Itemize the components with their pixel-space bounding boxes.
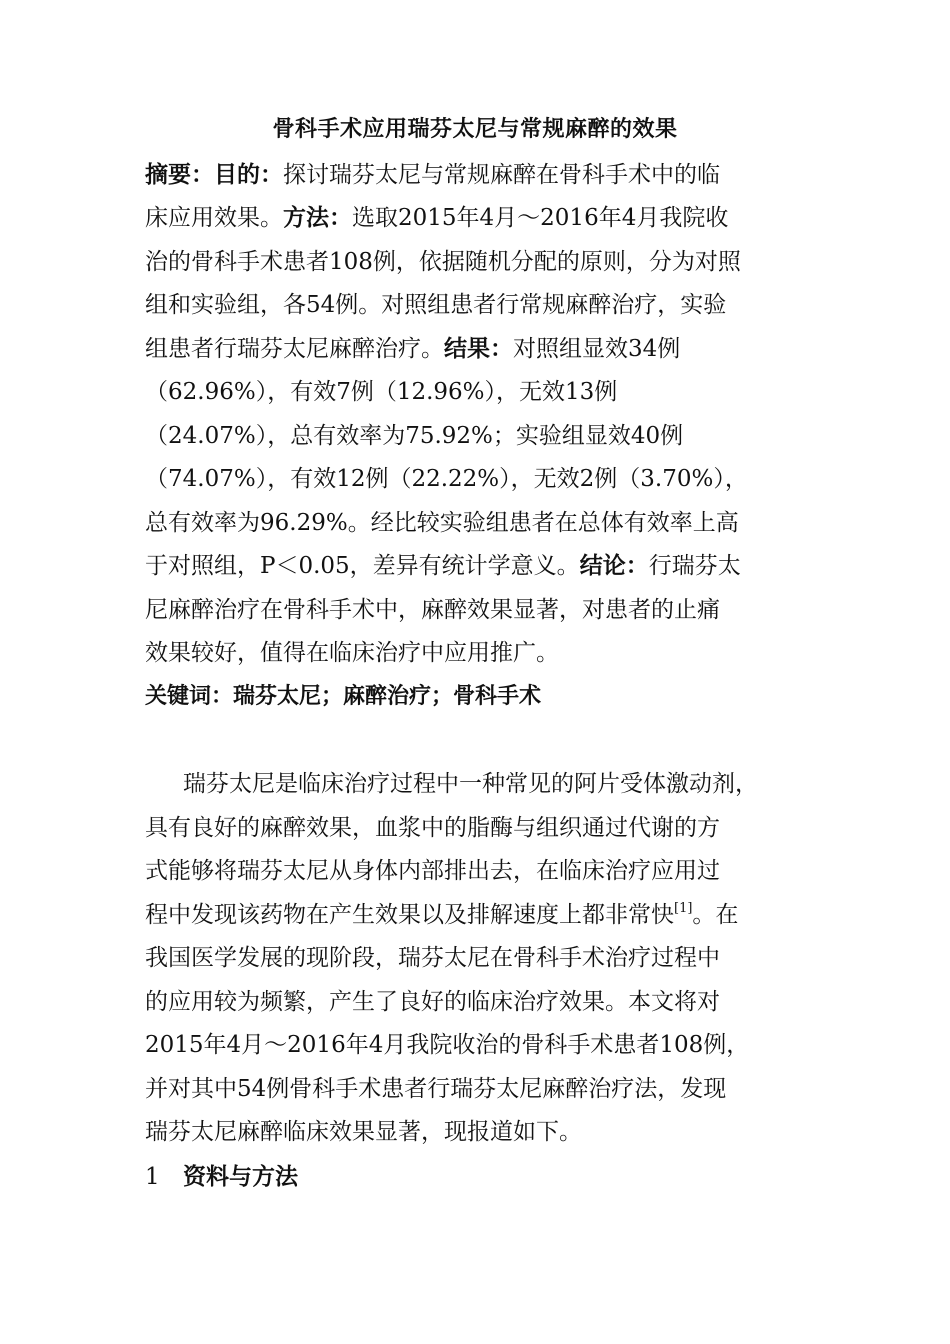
body-line-7: 2015年4月～2016年4月我院收治的骨科手术患者108例， — [145, 1032, 750, 1058]
body-line-1: 瑞芬太尼是临床治疗过程中一种常见的阿片受体激动剂， — [183, 771, 758, 797]
section-number: 1 — [145, 1164, 160, 1190]
objective-text-cont: 床应用效果。 — [145, 205, 283, 231]
abstract-line-10 — [145, 548, 825, 584]
abstract-line-12: 效果较好，值得在临床治疗中应用推广。 — [145, 640, 559, 666]
body-line-4-text: 程中发现该药物在产生效果以及排解速度上都非常快 — [145, 902, 674, 928]
abstract-line-9: 总有效率为96.29%。经比较实验组患者在总体有效率上高 — [145, 510, 739, 536]
result-label: 结果： — [444, 336, 513, 362]
body-line-2: 具有良好的麻醉效果，血浆中的脂酶与组织通过代谢的方 — [145, 815, 720, 841]
objective-text: 探讨瑞芬太尼与常规麻醉在骨科手术中的临 — [283, 162, 720, 188]
body-line-4-tail: 。在 — [692, 902, 739, 928]
method-label: 方法： — [283, 205, 352, 231]
body-line-4 — [145, 897, 825, 933]
citation-ref: [1] — [674, 901, 693, 916]
abstract-line-6: （62.96%），有效7例（12.96%），无效13例 — [145, 379, 618, 405]
body-line-3: 式能够将瑞芬太尼从身体内部排出去，在临床治疗应用过 — [145, 858, 720, 884]
section-title: 资料与方法 — [183, 1164, 298, 1190]
method-text-cont: 组患者行瑞芬太尼麻醉治疗。 — [145, 336, 444, 362]
body-line-9: 瑞芬太尼麻醉临床效果显著，现报道如下。 — [145, 1119, 582, 1145]
conclusion-label: 结论： — [579, 553, 649, 579]
objective-label: 目的： — [214, 162, 283, 188]
abstract-line-4: 组和实验组，各54例。对照组患者行常规麻醉治疗，实验 — [145, 292, 727, 318]
body-line-5: 我国医学发展的现阶段，瑞芬太尼在骨科手术治疗过程中 — [145, 945, 720, 971]
abstract-line-11: 尼麻醉治疗在骨科手术中，麻醉效果显著，对患者的止痛 — [145, 597, 720, 623]
result-text: 对照组显效34例 — [513, 336, 681, 362]
abstract-line-3: 治的骨科手术患者108例，依据随机分配的原则，分为对照 — [145, 249, 741, 275]
body-line-6: 的应用较为频繁，产生了良好的临床治疗效果。本文将对 — [145, 989, 720, 1015]
abstract-line-5 — [145, 331, 825, 367]
abstract-line-1 — [145, 157, 825, 193]
abstract-line-7: （24.07%），总有效率为75.92%；实验组显效40例 — [145, 423, 684, 449]
body-line-8: 并对其中54例骨科手术患者行瑞芬太尼麻醉治疗法，发现 — [145, 1076, 727, 1102]
abstract-line-2 — [145, 200, 825, 236]
keywords: 关键词：瑞芬太尼；麻醉治疗；骨科手术 — [145, 684, 542, 709]
conclusion-text: 行瑞芬太 — [648, 553, 741, 579]
method-text: 选取2015年4月～2016年4月我院收 — [352, 205, 729, 231]
abstract-line-8: （74.07%），有效12例（22.22%），无效2例（3.70%）， — [145, 466, 748, 492]
result-text-cont: 于对照组，P＜0.05，差异有统计学意义。 — [145, 553, 580, 579]
section-heading — [145, 1159, 825, 1195]
abstract-label: 摘要： — [145, 162, 214, 188]
paper-title: 骨科手术应用瑞芬太尼与常规麻醉的效果 — [272, 117, 678, 142]
